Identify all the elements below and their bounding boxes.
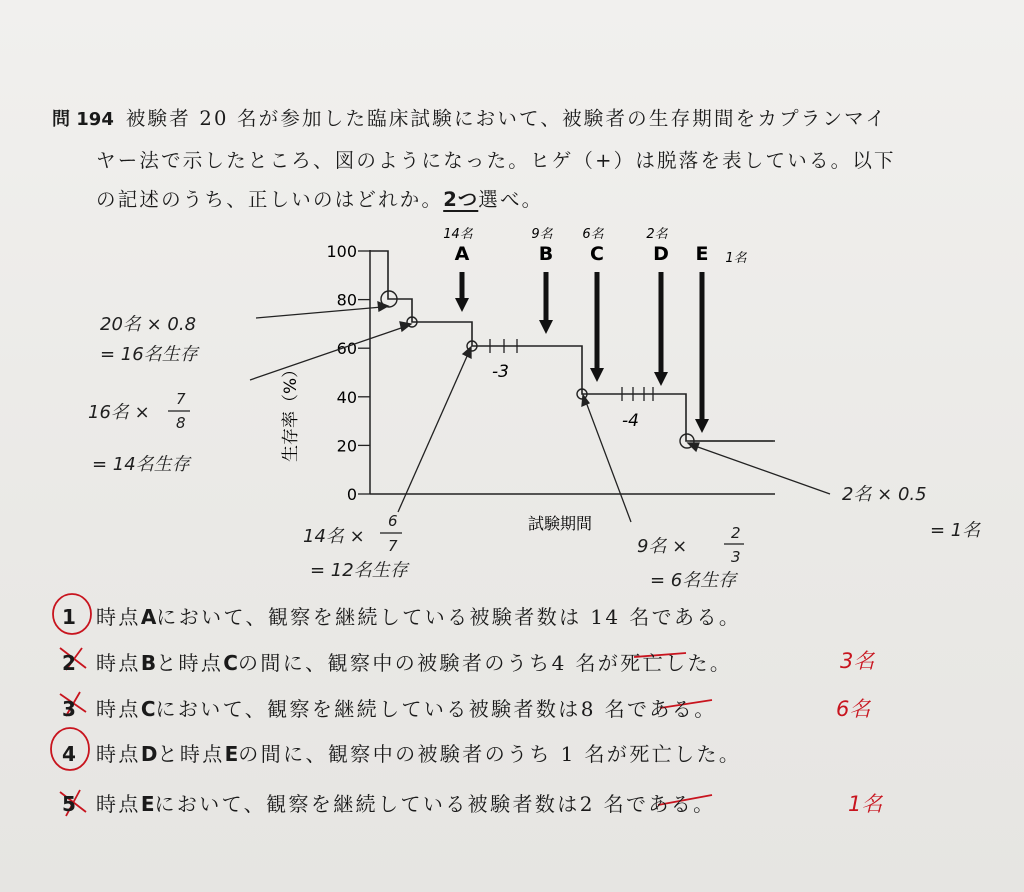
option-text: が死亡した。 <box>597 651 733 675</box>
struck-value: 4 名 <box>551 651 598 675</box>
censor-marks <box>490 339 653 401</box>
option-text: において、観察を継続している被験者数は <box>154 792 580 816</box>
option-number: 4 <box>62 742 79 766</box>
time-marker-arrowhead <box>590 368 604 382</box>
time-point-label: A <box>140 605 157 629</box>
option-number: 1 <box>62 605 79 629</box>
option-text: 時点 <box>96 697 141 721</box>
time-point-label: D <box>140 742 158 766</box>
question-text-1: 被験者 20 名が参加した臨床試験において、被験者の生存期間をカプランマイ <box>125 107 888 130</box>
pointer-line <box>256 307 382 318</box>
time-markers <box>443 227 747 433</box>
annotation-5b: = 1名 <box>930 520 981 541</box>
struck-value: 2 名 <box>579 792 626 816</box>
time-marker-note: 1名 <box>725 251 747 266</box>
option-4[interactable] <box>62 738 741 767</box>
correction-3: 6名 <box>836 697 871 721</box>
option-3[interactable] <box>62 693 717 722</box>
option-5[interactable] <box>62 788 716 817</box>
question-emphasis: 2つ <box>443 188 479 211</box>
annotation-3-den: 7 <box>388 537 398 555</box>
annotation-4b: = 6名生存 <box>650 570 737 591</box>
option-text: である。 <box>625 792 716 816</box>
correction-5: 1名 <box>848 792 883 816</box>
correction-2: 3名 <box>840 649 875 673</box>
y-tick-label: 80 <box>336 290 357 310</box>
chart-axes <box>370 250 775 494</box>
option-2[interactable] <box>62 647 732 676</box>
time-marker-arrow <box>595 272 600 370</box>
time-marker-arrow <box>700 272 705 421</box>
censor-note-2: -4 <box>622 411 639 431</box>
y-ticks <box>326 242 370 504</box>
annotation-1: 20名 × 0.8 <box>100 314 197 335</box>
annotation-2b: = 14名生存 <box>92 454 190 475</box>
question-line-2: ヤー法で示したところ、図のようになった。ヒゲ（+）は脱落を表している。以下 <box>96 149 896 172</box>
event-circles <box>381 291 694 448</box>
censor-note-1: -3 <box>492 362 509 382</box>
pointer-arrowhead <box>378 302 388 311</box>
option-number: 3 <box>62 697 79 721</box>
question-text-3b: 選べ。 <box>478 188 544 211</box>
x-axis-label: 試験期間 <box>528 514 593 533</box>
option-number: 2 <box>62 651 79 675</box>
y-tick-label: 40 <box>336 387 357 407</box>
option-text: 時点 <box>96 742 141 766</box>
pointer-line <box>695 446 830 494</box>
option-text: において、観察を継続している被験者数は <box>155 697 581 721</box>
annotation-5: 2名 × 0.5 <box>842 484 927 505</box>
question-number: 問 194 <box>52 109 114 130</box>
time-marker-arrowhead <box>455 298 469 312</box>
annotation-1b: = 16名生存 <box>100 344 198 365</box>
option-text: の間に、観察中の被験者のうち 1 名が死亡した。 <box>238 742 742 766</box>
time-marker-arrow <box>659 272 664 374</box>
option-text: と時点 <box>156 651 224 675</box>
option-text: と時点 <box>157 742 225 766</box>
annotation-2-den: 8 <box>176 414 186 432</box>
time-marker-arrow <box>544 272 549 322</box>
time-point-label: E <box>224 742 239 766</box>
time-marker-arrowhead <box>539 320 553 334</box>
y-tick-label: 0 <box>346 485 357 504</box>
option-text: の間に、観察中の被験者のうち <box>237 651 552 675</box>
time-marker-label: D <box>653 243 669 265</box>
annotation-3: 14名 × <box>303 526 365 547</box>
option-text: において、観察を継続している被験者数は 14 名である。 <box>156 605 742 629</box>
option-1[interactable] <box>62 601 741 630</box>
annotation-2: 16名 × <box>88 402 150 423</box>
pointer-line <box>398 354 468 512</box>
annotation-4-den: 3 <box>731 548 741 566</box>
y-tick-label: 60 <box>336 339 357 359</box>
y-tick-label: 20 <box>336 436 357 456</box>
time-marker-label: A <box>454 243 470 265</box>
struck-value: 8 名 <box>580 697 627 721</box>
time-marker-note: 6名 <box>582 227 604 242</box>
time-marker-arrowhead <box>695 419 709 433</box>
time-marker-label: B <box>538 243 554 265</box>
annotation-4-num: 2 <box>731 524 741 542</box>
option-text: 時点 <box>96 605 141 629</box>
time-point-label: E <box>140 792 155 816</box>
annotation-3b: = 12名生存 <box>310 560 408 581</box>
time-marker-note: 9名 <box>531 227 553 242</box>
annotation-2-num: 7 <box>176 390 186 408</box>
option-number: 5 <box>62 792 79 816</box>
time-marker-note: 14名 <box>443 227 473 242</box>
option-text: である。 <box>627 697 717 721</box>
annotation-pointers <box>250 302 830 522</box>
time-point-label: C <box>140 697 156 721</box>
pointer-line <box>250 327 404 380</box>
option-text: 時点 <box>96 792 141 816</box>
annotation-3-num: 6 <box>388 512 398 530</box>
time-marker-arrowhead <box>654 372 668 386</box>
time-marker-label: E <box>695 243 709 265</box>
time-marker-note: 2名 <box>646 227 668 242</box>
time-marker-arrow <box>460 272 465 300</box>
option-text: 時点 <box>96 651 141 675</box>
time-marker-label: C <box>590 243 604 265</box>
annotation-4: 9名 × <box>637 536 688 557</box>
time-point-label: B <box>140 651 157 675</box>
time-point-label: C <box>223 651 238 675</box>
question-text-3a: の記述のうち、正しいのはどれか。 <box>96 188 444 211</box>
y-tick-label: 100 <box>326 242 357 261</box>
y-axis-label: 生存率（%） <box>281 360 301 462</box>
handwritten-annotations <box>88 314 981 591</box>
survival-curve <box>370 251 775 441</box>
